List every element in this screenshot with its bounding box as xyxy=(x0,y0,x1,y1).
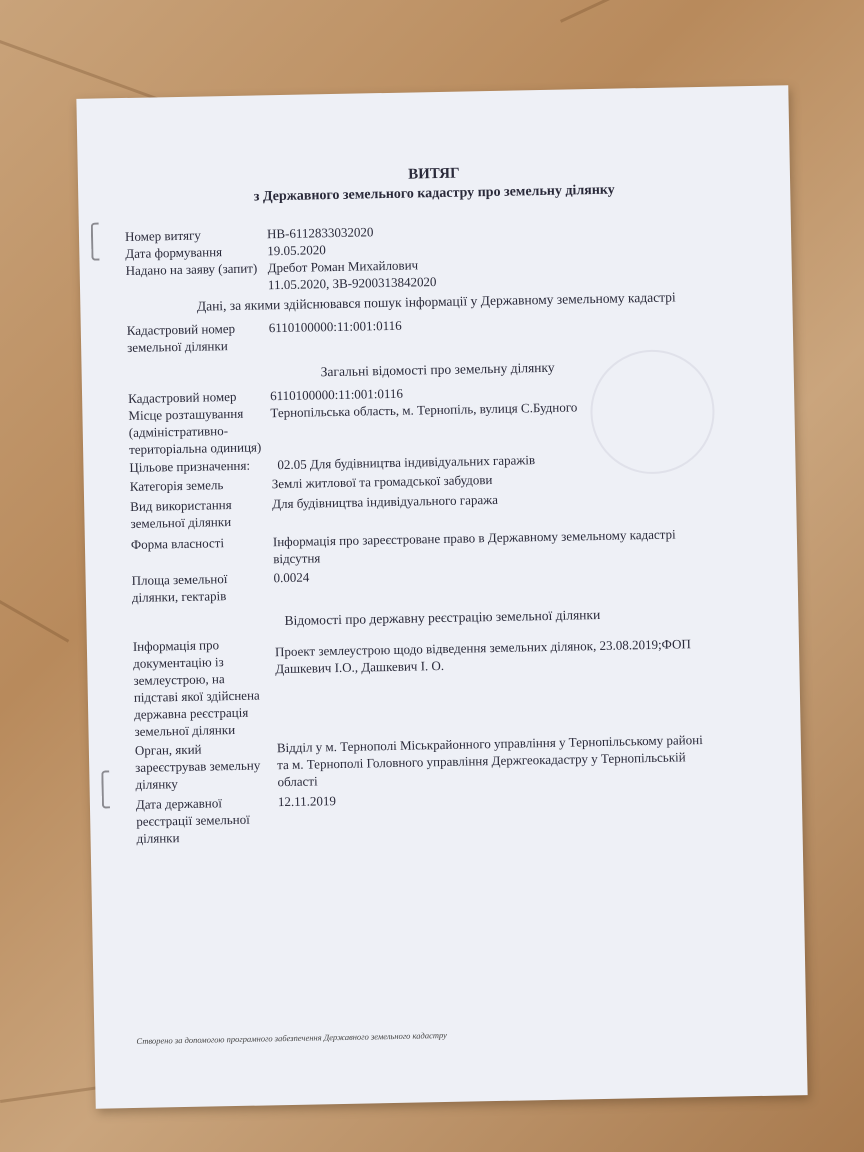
field-label: Номер витягу xyxy=(124,227,201,245)
staple xyxy=(91,223,100,261)
field-label: Інформація про документацію із землеустрою, на підставі якої здійснена державна реєстрація земельної ділянки xyxy=(132,637,260,739)
field-value: 12.11.2019 xyxy=(277,793,337,810)
field-value: 02.05 Для будівництва індивідуальних гаражів xyxy=(277,452,536,473)
section-heading-search: Дані, за якими здійснювався пошук інформації у Державному земельному кадастрі xyxy=(196,289,676,314)
field-label: Кадастровий номер земельної ділянки xyxy=(126,320,236,355)
field-value: Дребот Роман Михайлович xyxy=(267,257,419,276)
staple xyxy=(101,770,110,808)
section-heading-general: Загальні відомості про земельну ділянку xyxy=(320,359,555,380)
field-label: Цільове призначення: xyxy=(129,457,251,475)
field-value: 19.05.2020 xyxy=(267,242,326,259)
field-label: Дата державної реєстрації земельної ділянки xyxy=(135,795,250,846)
field-value: НВ-6112833032020 xyxy=(266,224,374,242)
field-label: Кадастровий номер xyxy=(127,388,237,406)
field-label: Місце розташування (адміністративно-територіальна одиниця) xyxy=(128,405,262,457)
document-subtitle: з Державного земельного кадастру про земельну ділянку xyxy=(253,182,615,205)
field-label: Надано на заяву (запит) xyxy=(125,260,258,279)
document-page xyxy=(76,85,807,1108)
field-value: Відділ у м. Тернополі Міськрайонного управління у Тернопільському районі та м. Тернополі Головного управління Держгеокадастру у Тернопільській області xyxy=(276,732,703,790)
field-value: 0.0024 xyxy=(273,569,310,586)
field-label: Категорія земель xyxy=(129,477,224,494)
field-value: Проект землеустрою щодо відведення земельних ділянок, 23.08.2019;ФОП Дашкевич І.О., Дашкевич І. О. xyxy=(274,636,691,677)
field-label: Дата формування xyxy=(125,244,223,262)
section-heading-registration: Відомості про державну реєстрацію земельної ділянки xyxy=(284,606,601,629)
field-value: Тернопільська область, м. Тернопіль, вулиця С.Будного xyxy=(270,399,578,421)
document-footer: Створено за допомогою програмного забезпечення Державного земельного кадастру xyxy=(136,1029,447,1046)
field-label: Вид використання земельної ділянки xyxy=(130,497,232,531)
field-label: Орган, який зареєстрував земельну ділянку xyxy=(134,741,261,792)
field-value: Землі житлової та громадської забудови xyxy=(271,472,493,492)
field-value: 6110100000:11:001:0116 xyxy=(269,385,404,404)
field-value: 6110100000:11:001:0116 xyxy=(268,317,402,336)
field-value: Для будівництва індивідуального гаража xyxy=(272,491,499,512)
field-value: Інформація про зареєстроване право в Державному земельному кадастрі відсутня xyxy=(272,526,676,567)
field-label: Площа земельної ділянки, гектарів xyxy=(131,571,228,605)
field-value: 11.05.2020, ЗВ-9200313842020 xyxy=(267,274,437,293)
document-title: ВИТЯГ xyxy=(407,165,460,183)
wood-grain xyxy=(560,0,833,23)
wood-grain xyxy=(0,600,69,643)
field-label: Форма власності xyxy=(130,535,225,552)
